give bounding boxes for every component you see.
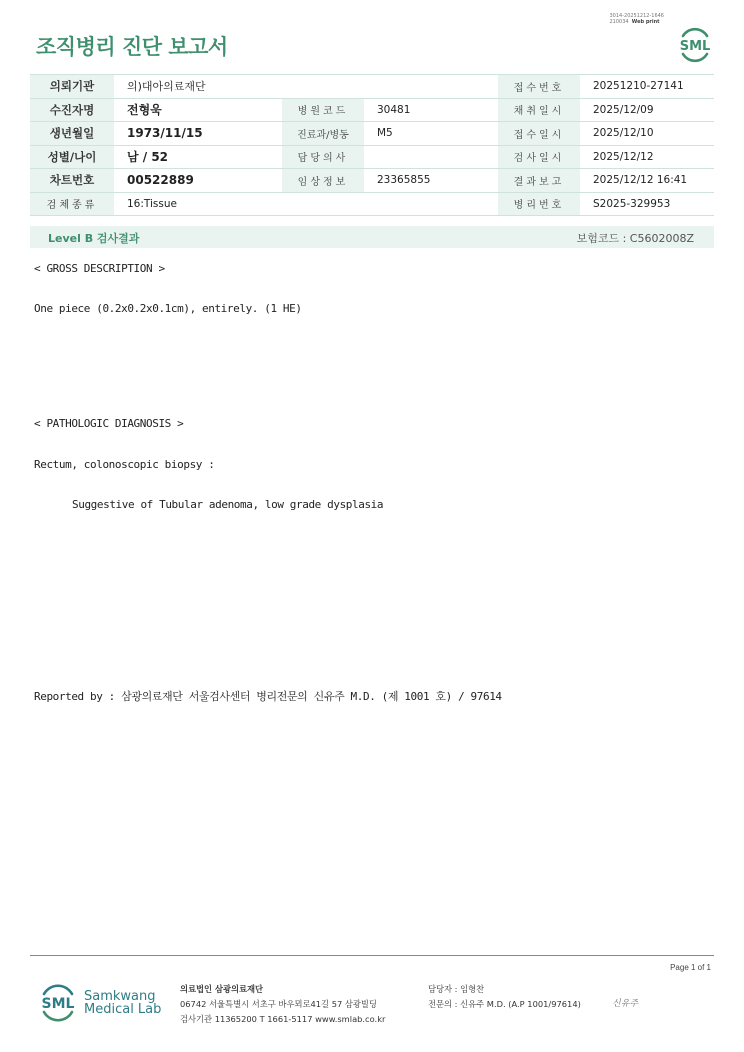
staff-info — [428, 982, 581, 1012]
organization-info — [180, 982, 385, 1027]
sml-logo-text: SML — [679, 39, 711, 54]
department-label: 진료과/병동 — [282, 122, 364, 146]
institution-value: 의)대아의료재단 — [114, 75, 498, 99]
receipt-date-value: 2025/12/10 — [580, 122, 714, 146]
exam-date-value: 2025/12/12 — [580, 145, 714, 169]
reported-by: Reported by : 삼광의료재단 서울검사센터 병리전문의 신유주 M.D. (제 1001 호) / 97614 — [34, 690, 502, 703]
doctor-label: 담당의사 — [282, 145, 364, 169]
clinical-info-value: 23365855 — [364, 169, 498, 193]
clinical-info-label: 임상정보 — [282, 169, 364, 193]
result-level-label: Level B 검사결과 — [48, 232, 140, 245]
table-row — [30, 169, 714, 193]
organization-name: 의료법인 삼광의료재단 — [180, 984, 264, 994]
table-row — [30, 75, 714, 99]
chart-no-label: 차트번호 — [30, 169, 114, 193]
brand-line2: Medical Lab — [84, 1002, 162, 1017]
manager-info: 담당자 : 임형찬 — [428, 984, 485, 994]
organization-address: 06742 서울특별시 서초구 바우뫼로41길 57 삼광빌딩 — [180, 999, 377, 1009]
doctor-value — [364, 145, 498, 169]
page-number: Page 1 of 1 — [670, 963, 711, 972]
specialist-info: 전문의 : 신유주 M.D. (A.P 1001/97614) — [428, 999, 581, 1009]
specimen-type-label: 검체종류 — [30, 192, 114, 216]
page-title: 조직병리 진단 보고서 — [36, 35, 228, 59]
sml-footer-logo-text: SML — [41, 996, 75, 1012]
patient-name-label: 수진자명 — [30, 98, 114, 122]
hospital-code-label: 병원코드 — [282, 98, 364, 122]
signature: 신유주 — [612, 999, 639, 1009]
document-code — [609, 13, 664, 25]
department-value: M5 — [364, 122, 498, 146]
insurance-code: 보험코드 : C5602008Z — [576, 232, 694, 245]
receipt-no-label: 접수번호 — [498, 75, 580, 99]
sex-age-value: 남 / 52 — [114, 145, 282, 169]
hospital-code-value: 30481 — [364, 98, 498, 122]
table-row — [30, 122, 714, 146]
receipt-no-value: 20251210-27141 — [580, 75, 714, 99]
pathologic-diagnosis-heading: < PATHOLOGIC DIAGNOSIS > — [34, 417, 184, 430]
brand-line1: Samkwang — [84, 989, 156, 1004]
footer-divider — [30, 955, 714, 956]
diagnosis-text: Suggestive of Tubular adenoma, low grade dysplasia — [72, 498, 384, 511]
birth-date-label: 생년월일 — [30, 122, 114, 146]
document-code-line2: 210034 — [609, 19, 629, 25]
chart-no-value: 00522889 — [114, 169, 282, 193]
specimen-type-value: 16:Tissue — [114, 192, 498, 216]
collection-date-label: 채취일시 — [498, 98, 580, 122]
gross-description-text: One piece (0.2x0.2x0.1cm), entirely. (1 HE) — [34, 302, 302, 315]
patient-name-value: 전형욱 — [114, 98, 282, 122]
result-report-value: 2025/12/12 16:41 — [580, 169, 714, 193]
patient-info-table — [30, 74, 714, 216]
exam-date-label: 검사일시 — [498, 145, 580, 169]
pathology-no-label: 병리번호 — [498, 192, 580, 216]
diagnosis-site: Rectum, colonoscopic biopsy : — [34, 458, 215, 471]
table-row — [30, 192, 714, 216]
brand-name — [84, 990, 161, 1016]
institution-label: 의뢰기관 — [30, 75, 114, 99]
result-report-label: 결과보고 — [498, 169, 580, 193]
document-code-line1: 3014-20251212-1646 — [609, 13, 664, 19]
sml-logo-icon — [676, 26, 714, 64]
birth-date-value: 1973/11/15 — [114, 122, 282, 146]
result-level-bar — [30, 226, 714, 248]
table-row — [30, 145, 714, 169]
organization-contact: 검사기관 11365200 T 1661-5117 www.smlab.co.kr — [180, 1014, 386, 1024]
receipt-date-label: 접수일시 — [498, 122, 580, 146]
pathology-no-value: S2025-329953 — [580, 192, 714, 216]
web-print-label: Web print — [631, 19, 660, 25]
collection-date-value: 2025/12/09 — [580, 98, 714, 122]
table-row — [30, 98, 714, 122]
gross-description-heading: < GROSS DESCRIPTION > — [34, 262, 165, 275]
sex-age-label: 성별/나이 — [30, 145, 114, 169]
sml-footer-logo-icon — [37, 982, 79, 1024]
